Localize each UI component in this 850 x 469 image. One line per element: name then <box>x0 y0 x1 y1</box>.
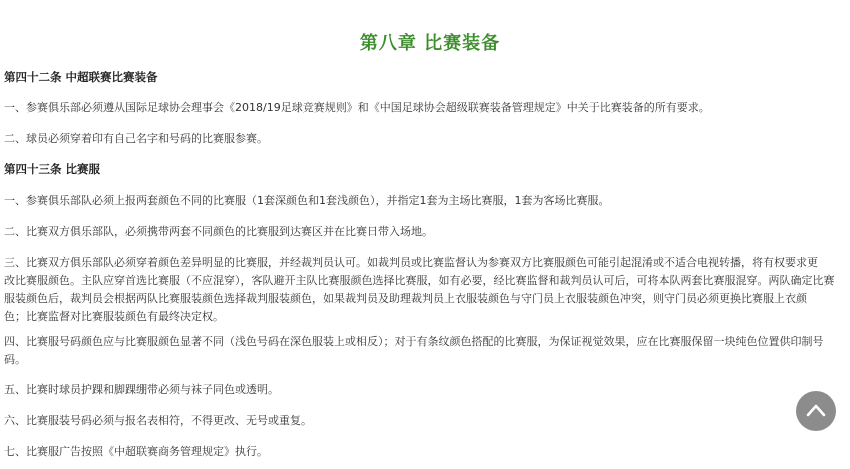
back-to-top-button[interactable] <box>796 391 836 431</box>
article-43-paragraph-7: 七、比赛服广告按照《中超联赛商务管理规定》执行。 <box>4 445 268 458</box>
article-42-paragraph-1: 一、参赛俱乐部必须遵从国际足球协会理事会《2018/19足球竞赛规则》和《中国足球协会超级联赛装备管理规定》中关于比赛装备的所有要求。 <box>4 101 710 114</box>
chapter-title: 第八章 比赛装备 <box>359 33 501 54</box>
article-42-paragraph-2: 二、球员必须穿着印有自己名字和号码的比赛服参赛。 <box>4 132 268 145</box>
chevron-up-icon <box>804 399 828 423</box>
paragraph-line: 服装颜色后，裁判员会根据两队比赛服装颜色选择裁判服装颜色，如果裁判员及助理裁判员上衣服装颜色与守门员上衣服装颜色冲突，则守门员必须更换比赛服上衣颜 <box>4 292 807 305</box>
paragraph-line: 色；比赛监督对比赛服装颜色有最终决定权。 <box>4 310 224 323</box>
paragraph-line: 改比赛服颜色。主队应穿首选比赛服（不应混穿），客队避开主队比赛服颜色选择比赛服，如有必要，经比赛监督和裁判员认可后，可将本队两套比赛服混穿。两队确定比赛 <box>4 274 835 287</box>
article-42-heading: 第四十二条 中超联赛比赛装备 <box>4 70 158 84</box>
paragraph-line: 码。 <box>4 353 26 366</box>
article-43-paragraph-1: 一、参赛俱乐部队必须上报两套颜色不同的比赛服（1套深颜色和1套浅颜色），并指定1套为主场比赛服，1套为客场比赛服。 <box>4 194 610 207</box>
article-43-paragraph-4 <box>4 333 850 369</box>
article-43-paragraph-3 <box>4 254 850 326</box>
article-43-paragraph-5: 五、比赛时球员护踝和脚踝绷带必须与袜子同色或透明。 <box>4 383 279 396</box>
article-43-paragraph-6: 六、比赛服装号码必须与报名表相符，不得更改、无号或重复。 <box>4 414 312 427</box>
paragraph-line: 四、比赛服号码颜色应与比赛服颜色显著不同（浅色号码在深色服装上或相反）；对于有条纹颜色搭配的比赛服，为保证视觉效果，应在比赛服保留一块纯色位置供印制号 <box>4 335 824 348</box>
article-43-paragraph-2: 二、比赛双方俱乐部队，必须携带两套不同颜色的比赛服到达赛区并在比赛日带入场地。 <box>4 225 433 238</box>
article-43-heading: 第四十三条 比赛服 <box>4 162 101 176</box>
paragraph-line: 三、比赛双方俱乐部队必须穿着颜色差异明显的比赛服，并经裁判员认可。如裁判员或比赛监督认为参赛双方比赛服颜色可能引起混淆或不适合电视转播，将有权要求更 <box>4 256 818 269</box>
